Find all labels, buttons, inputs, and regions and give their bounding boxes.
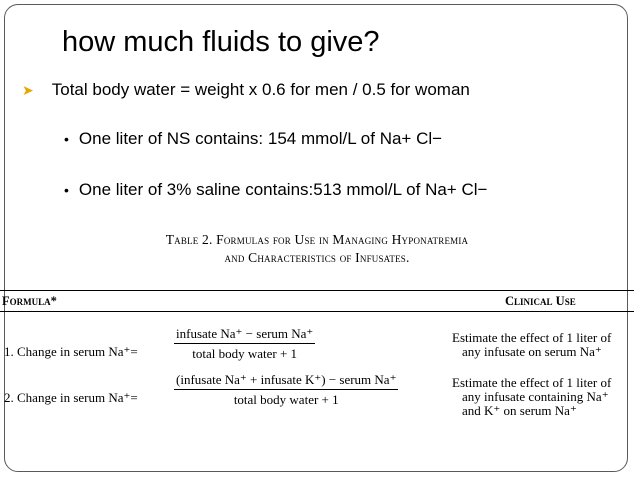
column-header-clinical-use: Clinical Use xyxy=(505,294,576,308)
slide-title: how much fluids to give? xyxy=(62,26,380,58)
use-line: Estimate the effect of 1 liter of xyxy=(452,375,612,390)
main-bullet-text: Total body water = weight x 0.6 for men / 0.5 for woman xyxy=(51,80,470,99)
formula-2-fraction xyxy=(174,372,398,408)
use-line: Estimate the effect of 1 liter of xyxy=(452,330,612,345)
formula-1-numerator: infusate Na⁺ − serum Na⁺ xyxy=(174,326,315,344)
dot-bullet-icon: • xyxy=(64,131,69,147)
sub-bullet-ns xyxy=(64,129,442,149)
formula-1-fraction xyxy=(174,326,315,362)
column-header-formula: Formula* xyxy=(2,294,57,308)
formula-2-clinical-use xyxy=(452,376,611,418)
table-rule xyxy=(0,290,634,291)
formula-2-label: 2. Change in serum Na⁺= xyxy=(4,390,138,405)
sub-bullet-text: One liter of 3% saline contains:513 mmol/L of Na+ Cl− xyxy=(78,180,488,199)
use-line: any infusate on serum Na⁺ xyxy=(462,344,602,359)
formula-2-denominator: total body water + 1 xyxy=(233,392,339,407)
formula-1-label: 1. Change in serum Na⁺= xyxy=(4,344,138,359)
use-line: any infusate containing Na⁺ xyxy=(462,389,609,404)
arrow-bullet-icon: ➤ xyxy=(22,81,34,98)
sub-bullet-saline xyxy=(64,180,487,200)
table-caption-cont: and Characteristics of Infusates. xyxy=(224,250,410,265)
table-rule xyxy=(0,311,634,312)
formula-2-numerator: (infusate Na⁺ + infusate K⁺) − serum Na⁺ xyxy=(174,372,398,390)
dot-bullet-icon: • xyxy=(64,182,69,198)
formula-1-denominator: total body water + 1 xyxy=(192,346,298,361)
use-line: and K⁺ on serum Na⁺ xyxy=(462,403,577,418)
formula-table xyxy=(0,218,634,468)
formula-1-clinical-use xyxy=(452,331,611,359)
table-caption: Table 2. Formulas for Use in Managing Hyponatremia xyxy=(165,232,469,247)
main-bullet xyxy=(22,80,470,100)
sub-bullet-text: One liter of NS contains: 154 mmol/L of Na+ Cl− xyxy=(78,129,443,148)
